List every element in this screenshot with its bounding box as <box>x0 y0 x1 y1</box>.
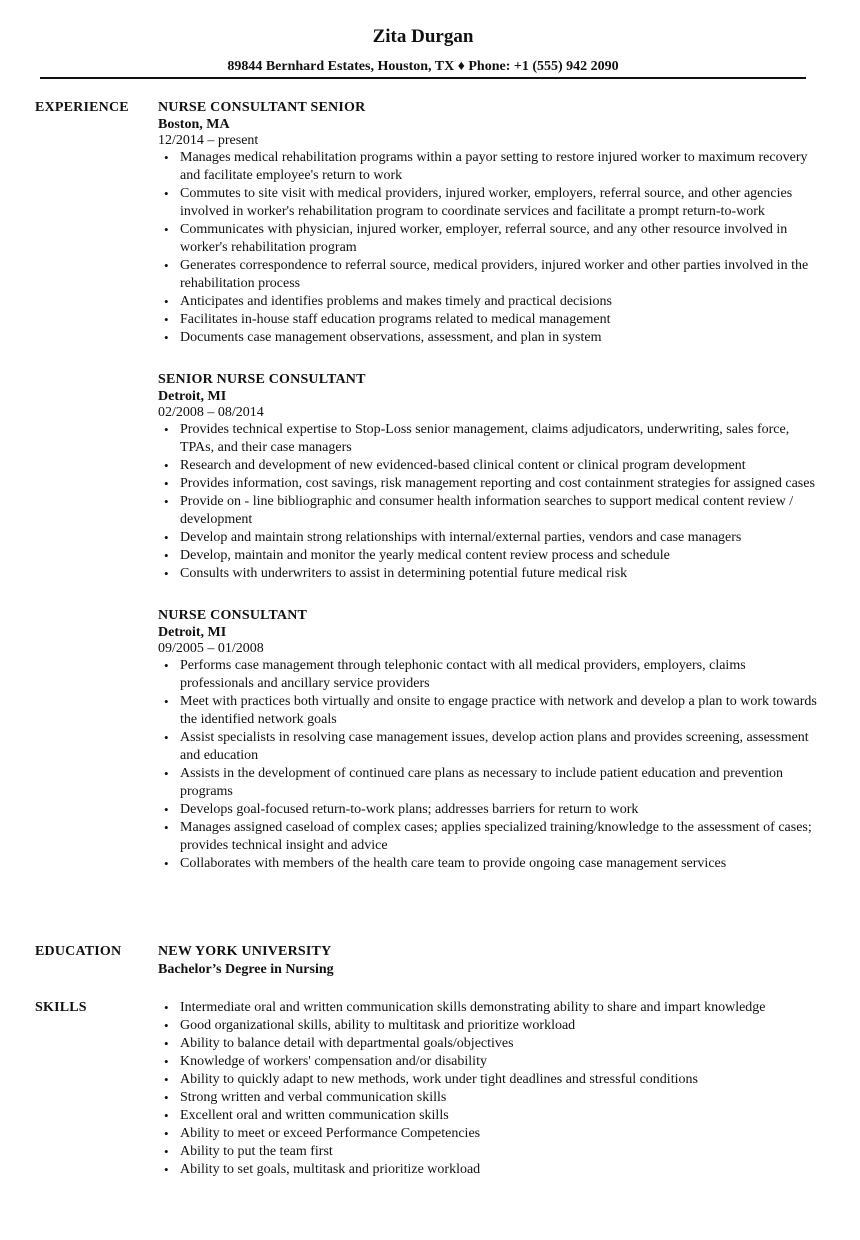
job-bullet: • Develop, maintain and monitor the yearly medical content review process and schedule <box>180 547 818 565</box>
job-entry <box>158 99 818 347</box>
skill-item: • Ability to quickly adapt to new methods, work under tight deadlines and stressful conditions <box>180 1071 818 1089</box>
header-divider <box>40 77 806 79</box>
skill-item: • Intermediate oral and written communication skills demonstrating ability to share and impart knowledge <box>180 999 818 1017</box>
job-bullet: • Communicates with physician, injured worker, employer, referral source, and any other resource involved in worker's rehabilitation program <box>180 221 818 257</box>
job-bullet: • Develop and maintain strong relationships with internal/external parties, vendors and case managers <box>180 529 818 547</box>
job-location: Boston, MA <box>158 117 230 132</box>
job-bullet: • Manages medical rehabilitation programs within a payor setting to restore injured worker to maximum recovery and facilitate employee's return to work <box>180 149 818 185</box>
skill-item: • Knowledge of workers' compensation and/or disability <box>180 1053 818 1071</box>
school-name: NEW YORK UNIVERSITY <box>158 944 332 959</box>
job-bullet: • Develops goal-focused return-to-work plans; addresses barriers for return to work <box>180 801 818 819</box>
job-entry <box>158 371 818 583</box>
job-bullet: • Generates correspondence to referral source, medical providers, injured worker and other parties involved in the rehabilitation process <box>180 257 818 293</box>
job-bullet: • Commutes to site visit with medical providers, injured worker, employers, referral source, and other agencies involved in worker's rehabilitation program to coordinate services and facilitate a prompt return-to-work <box>180 185 818 221</box>
skill-item: • Ability to set goals, multitask and prioritize workload <box>180 1161 818 1179</box>
skill-item: • Ability to balance detail with departmental goals/objectives <box>180 1035 818 1053</box>
job-bullet: • Consults with underwriters to assist in determining potential future medical risk <box>180 565 818 583</box>
skill-item: • Good organizational skills, ability to multitask and prioritize workload <box>180 1017 818 1035</box>
job-bullet-list <box>158 421 818 583</box>
job-bullet: • Assists in the development of continued care plans as necessary to include patient education and prevention programs <box>180 765 818 801</box>
job-bullet-list <box>158 657 818 873</box>
section-label-education: EDUCATION <box>35 944 122 959</box>
skills-body <box>158 999 818 1179</box>
job-bullet: • Anticipates and identifies problems and makes timely and practical decisions <box>180 293 818 311</box>
experience-body <box>158 99 818 873</box>
job-bullet: • Research and development of new evidenced-based clinical content or clinical program development <box>180 457 818 475</box>
skills-list <box>158 999 818 1179</box>
job-bullet: • Collaborates with members of the health care team to provide ongoing case management services <box>180 855 818 873</box>
section-label-skills: SKILLS <box>35 1000 87 1015</box>
skill-item: • Ability to put the team first <box>180 1143 818 1161</box>
section-label-experience: EXPERIENCE <box>35 100 129 115</box>
job-bullet: • Provide on - line bibliographic and consumer health information searches to support medical content review / development <box>180 493 818 529</box>
resume-header <box>40 24 806 76</box>
job-bullet: • Provides technical expertise to Stop-Loss senior management, claims adjudicators, underwriting, sales force, TPAs, and their case managers <box>180 421 818 457</box>
job-bullet: • Facilitates in-house staff education programs related to medical management <box>180 311 818 329</box>
education-body <box>158 943 818 979</box>
skill-item: • Strong written and verbal communication skills <box>180 1089 818 1107</box>
job-dates: 12/2014 – present <box>158 133 259 148</box>
job-entry <box>158 607 818 873</box>
job-bullet-list <box>158 149 818 347</box>
job-bullet: • Meet with practices both virtually and onsite to engage practice with network and develop a plan to work towards the identified network goals <box>180 693 818 729</box>
job-bullet: • Provides information, cost savings, risk management reporting and cost containment strategies for assigned cases <box>180 475 818 493</box>
degree-name: Bachelor’s Degree in Nursing <box>158 962 334 977</box>
contact-line: 89844 Bernhard Estates, Houston, TX ♦ Phone: +1 (555) 942 2090 <box>227 59 619 74</box>
skill-item: • Excellent oral and written communication skills <box>180 1107 818 1125</box>
job-title: NURSE CONSULTANT SENIOR <box>158 100 366 115</box>
job-dates: 09/2005 – 01/2008 <box>158 641 264 656</box>
job-title: NURSE CONSULTANT <box>158 608 308 623</box>
job-location: Detroit, MI <box>158 625 227 640</box>
job-bullet: • Documents case management observations, assessment, and plan in system <box>180 329 818 347</box>
skill-item: • Ability to meet or exceed Performance Competencies <box>180 1125 818 1143</box>
job-bullet: • Manages assigned caseload of complex cases; applies specialized training/knowledge to the assessment of cases; provides technical insight and advice <box>180 819 818 855</box>
job-bullet: • Performs case management through telephonic contact with all medical providers, employers, claims professionals and ancillary service providers <box>180 657 818 693</box>
job-location: Detroit, MI <box>158 389 227 404</box>
job-title: SENIOR NURSE CONSULTANT <box>158 372 366 387</box>
candidate-name: Zita Durgan <box>372 26 474 47</box>
job-dates: 02/2008 – 08/2014 <box>158 405 264 420</box>
job-bullet: • Assist specialists in resolving case management issues, develop action plans and provides screening, assessment and education <box>180 729 818 765</box>
